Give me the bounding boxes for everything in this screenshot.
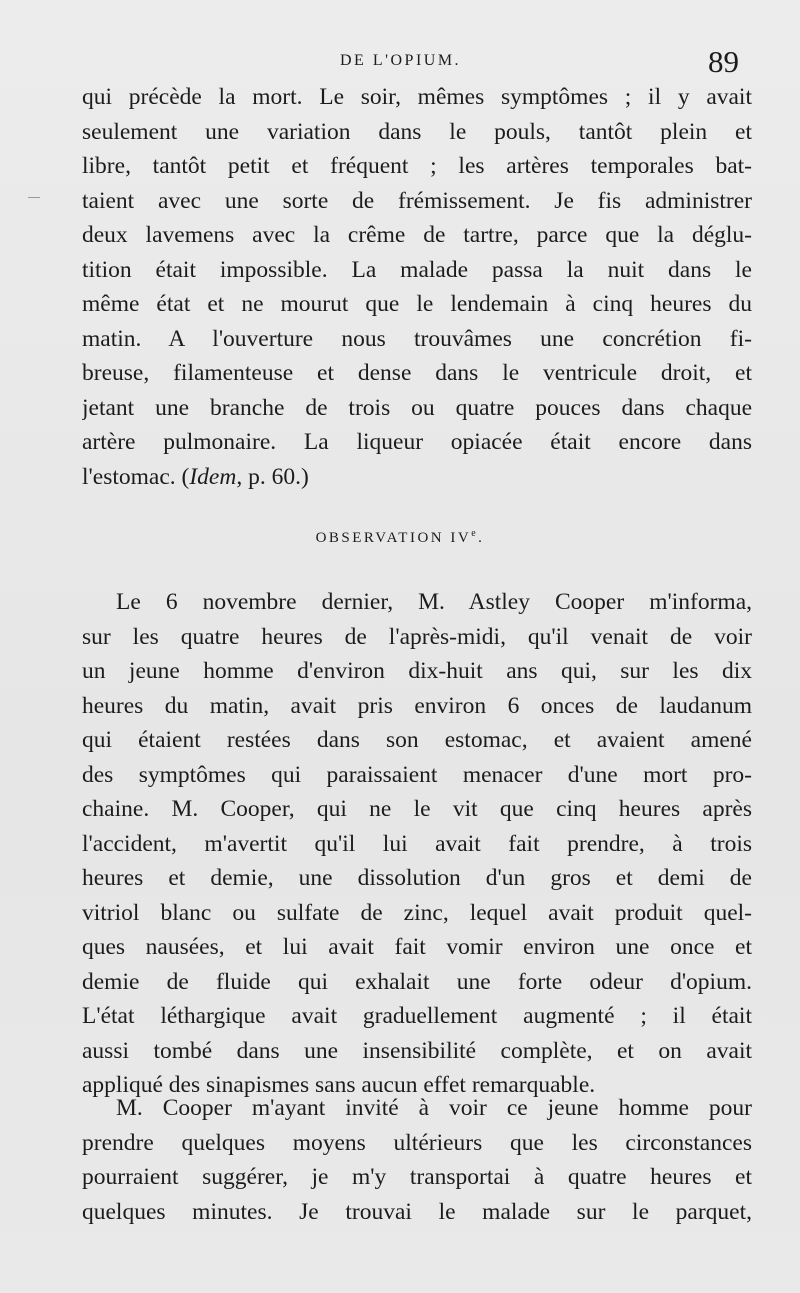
- paragraph-observation: [82, 585, 752, 1103]
- text-line: même état et ne mourut que le lendemain à cinq heures du: [82, 291, 752, 317]
- running-header: [0, 44, 800, 84]
- text-line: prendre quelques moyens ultérieurs que les circonstances: [82, 1129, 752, 1156]
- text-line: un jeune homme d'environ dix-huit ans qui, sur les dix: [82, 658, 752, 684]
- section-heading-trailing: .: [478, 530, 485, 546]
- text-line: libre, tantôt petit et fréquent ; les artères temporales bat-: [82, 153, 752, 179]
- section-heading-superscript: e: [471, 528, 479, 539]
- paragraph-next: [82, 1091, 752, 1229]
- text-line: L'état léthargique avait graduellement augmenté ; il était: [82, 1003, 752, 1029]
- text-line: breuse, filamenteuse et dense dans le ventricule droit, et: [82, 360, 752, 386]
- text-line: M. Cooper m'ayant invité à voir ce jeune homme pour: [116, 1095, 752, 1121]
- text-line: chaine. M. Cooper, qui ne le vit que cinq heures après: [82, 796, 752, 822]
- text-line: matin. A l'ouverture nous trouvâmes une concrétion fi-: [82, 325, 752, 352]
- section-heading-label: OBSERVATION IV: [315, 530, 472, 546]
- text-line: sur les quatre heures de l'après-midi, qu'il venait de voir: [82, 623, 752, 650]
- text-line: Le 6 novembre dernier, M. Astley Cooper m'informa,: [116, 589, 752, 615]
- text-line: ques nausées, et lui avait fait vomir environ une once et: [82, 934, 752, 960]
- text-line: jetant une branche de trois ou quatre pouces dans chaque: [82, 394, 752, 421]
- text-line: vitriol blanc ou sulfate de zinc, lequel avait produit quel-: [82, 899, 752, 926]
- text-line: appliqué des sinapismes sans aucun effet remarquable.: [82, 1072, 596, 1098]
- citation-suffix: , p. 60.): [236, 463, 309, 490]
- paragraph-continued: [82, 80, 752, 494]
- citation-line: [82, 460, 752, 495]
- text-line: qui étaient restées dans son estomac, et avaient amené: [82, 727, 752, 753]
- text-line: l'accident, m'avertit qu'il lui avait fait prendre, à trois: [82, 830, 752, 857]
- text-line: taient avec une sorte de frémissement. Je fis administrer: [82, 187, 752, 214]
- text-line: qui précède la mort. Le soir, mêmes symptômes ; il y avait: [82, 84, 752, 110]
- section-heading: [0, 528, 800, 547]
- page-number: 89: [708, 44, 739, 79]
- text-line: artère pulmonaire. La liqueur opiacée était encore dans: [82, 429, 752, 455]
- text-line: deux lavemens avec la crême de tartre, parce que la déglu-: [82, 222, 752, 248]
- text-line: seulement une variation dans le pouls, tantôt plein et: [82, 118, 752, 145]
- text-line: pourraient suggérer, je m'y transportai à quatre heures et: [82, 1164, 752, 1190]
- margin-mark: [28, 197, 40, 198]
- text-line: des symptômes qui paraissaient menacer d'une mort pro-: [82, 761, 752, 788]
- text-line: heures du matin, avait pris environ 6 onces de laudanum: [82, 692, 752, 719]
- text-line: tition était impossible. La malade passa la nuit dans le: [82, 256, 752, 283]
- running-title: DE L'OPIUM.: [340, 52, 462, 69]
- text-line: heures et demie, une dissolution d'un gros et demi de: [82, 865, 752, 891]
- text-line: quelques minutes. Je trouvai le malade sur le parquet,: [82, 1198, 752, 1225]
- citation-source: Idem: [189, 463, 237, 490]
- text-line: demie de fluide qui exhalait une forte odeur d'opium.: [82, 968, 752, 995]
- citation-prefix: l'estomac. (: [82, 463, 190, 490]
- text-line: aussi tombé dans une insensibilité complète, et on avait: [82, 1037, 752, 1064]
